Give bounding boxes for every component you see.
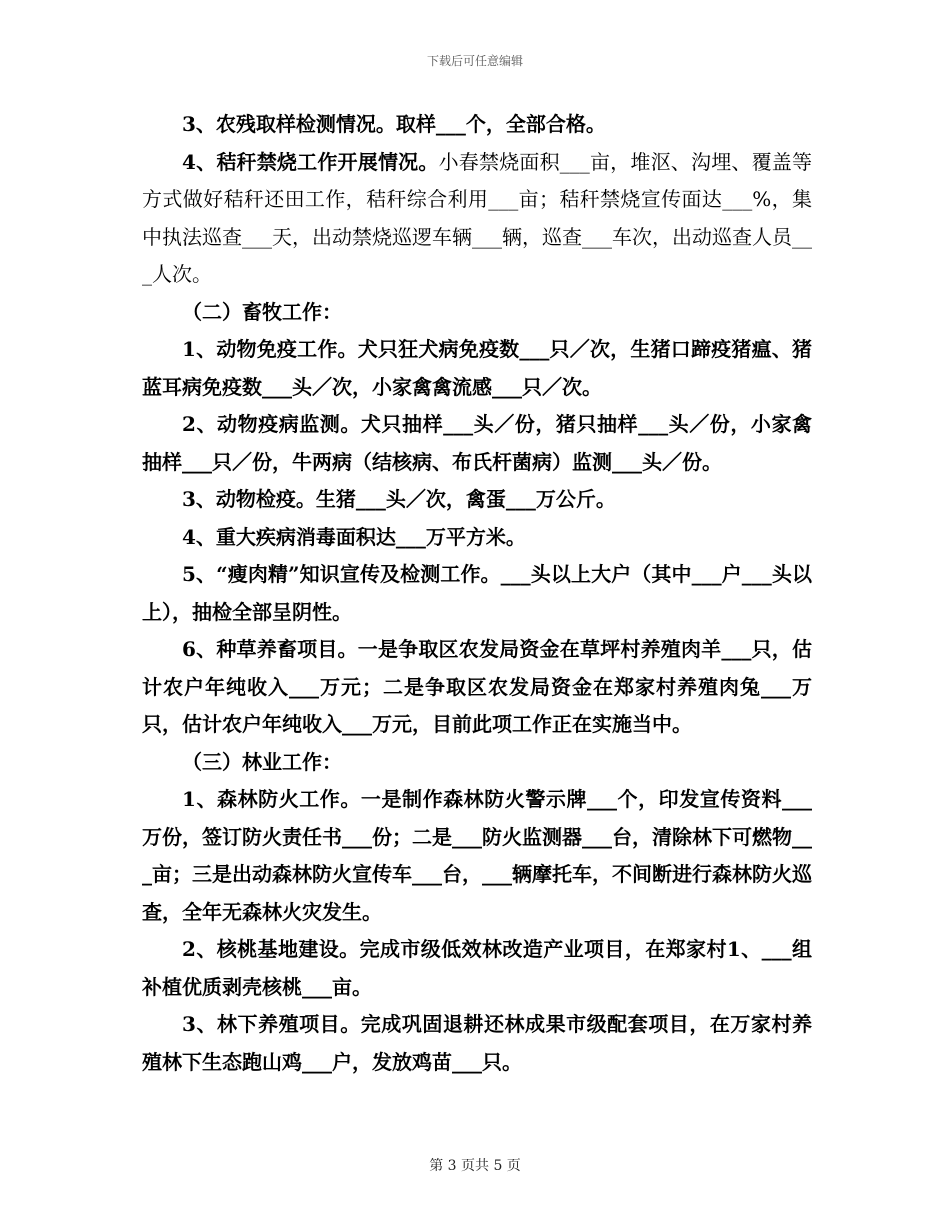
paragraph-lead: 4、秸秆禁烧工作开展情况。 bbox=[182, 149, 439, 174]
paragraph-forest-fire bbox=[142, 781, 812, 931]
paragraph-disinfection bbox=[142, 519, 812, 557]
paragraph-animal-quarantine bbox=[142, 481, 812, 519]
paragraph-grass-livestock bbox=[142, 631, 812, 744]
paragraph-lead: 4、重大疾病消毒面积达___万平方米。 bbox=[182, 524, 526, 549]
section-heading-text: （三）林业工作： bbox=[182, 749, 342, 774]
paragraph-animal-immunization bbox=[142, 331, 812, 406]
paragraph-lead: 1、动物免疫工作。犬只狂犬病免疫数___只／次，生猪口蹄疫猪瘟、猪蓝耳病免疫数___头／次，小家禽禽流感___只／次。 bbox=[142, 337, 812, 399]
page-header: 下载后可任意编辑 bbox=[426, 54, 523, 68]
paragraph-lead: 3、林下养殖项目。完成巩固退耕还林成果市级配套项目，在万家村养殖林下生态跑山鸡___户，发放鸡苗___只。 bbox=[142, 1012, 812, 1074]
paragraph-text: 小春禁烧面积___亩，堆沤、沟埋、覆盖等方式做好秸秆还田工作，秸秆综合利用___亩；秸秆禁烧宣传面达___%，集中执法巡查___天，出动禁烧巡逻车辆___辆，巡查___车次，出动巡查人员___人次。 bbox=[142, 149, 813, 286]
section-heading-livestock bbox=[142, 294, 812, 332]
paragraph-lead: 3、农残取样检测情况。取样___个，全部合格。 bbox=[182, 112, 606, 136]
paragraph-walnut-base bbox=[142, 931, 812, 1006]
paragraph-understory-farming bbox=[142, 1006, 812, 1081]
document-body bbox=[142, 106, 812, 1081]
paragraph-lead: 1、森林防火工作。一是制作森林防火警示牌___个，印发宣传资料___万份，签订防火责任书___份；二是___防火监测器___台，清除林下可燃物___亩；三是出动森林防火宣传车___台，___辆摩托车，不间断进行森林防火巡查，全年无森林火灾发生。 bbox=[142, 787, 812, 924]
page-footer: 第 3 页共 5 页 bbox=[429, 1158, 521, 1174]
paragraph-pesticide-sampling bbox=[142, 106, 812, 144]
section-heading-forestry bbox=[142, 744, 812, 782]
paragraph-clenbuterol bbox=[142, 556, 812, 631]
section-heading-text: （二）畜牧工作： bbox=[182, 299, 342, 324]
paragraph-disease-monitoring bbox=[142, 406, 812, 481]
paragraph-lead: 2、动物疫病监测。犬只抽样___头／份，猪只抽样___头／份，小家禽抽样___只／份，牛两病（结核病、布氏杆菌病）监测___头／份。 bbox=[142, 412, 812, 474]
paragraph-lead: 2、核桃基地建设。完成市级低效林改造产业项目，在郑家村1、___组补植优质剥壳核桃___亩。 bbox=[142, 937, 812, 999]
paragraph-lead: 3、动物检疫。生猪___头／次，禽蛋___万公斤。 bbox=[182, 487, 616, 511]
paragraph-straw-burning bbox=[142, 144, 812, 294]
paragraph-lead: 5、“瘦肉精”知识宣传及检测工作。___头以上大户（其中___户___头以上），抽检全部呈阴性。 bbox=[142, 562, 812, 624]
paragraph-lead: 6、种草养畜项目。一是争取区农发局资金在草坪村养殖肉羊___只，估计农户年纯收入___万元；二是争取区农发局资金在郑家村养殖肉兔___万只，估计农户年纯收入___万元，目前此项工作正在实施当中。 bbox=[142, 637, 812, 736]
